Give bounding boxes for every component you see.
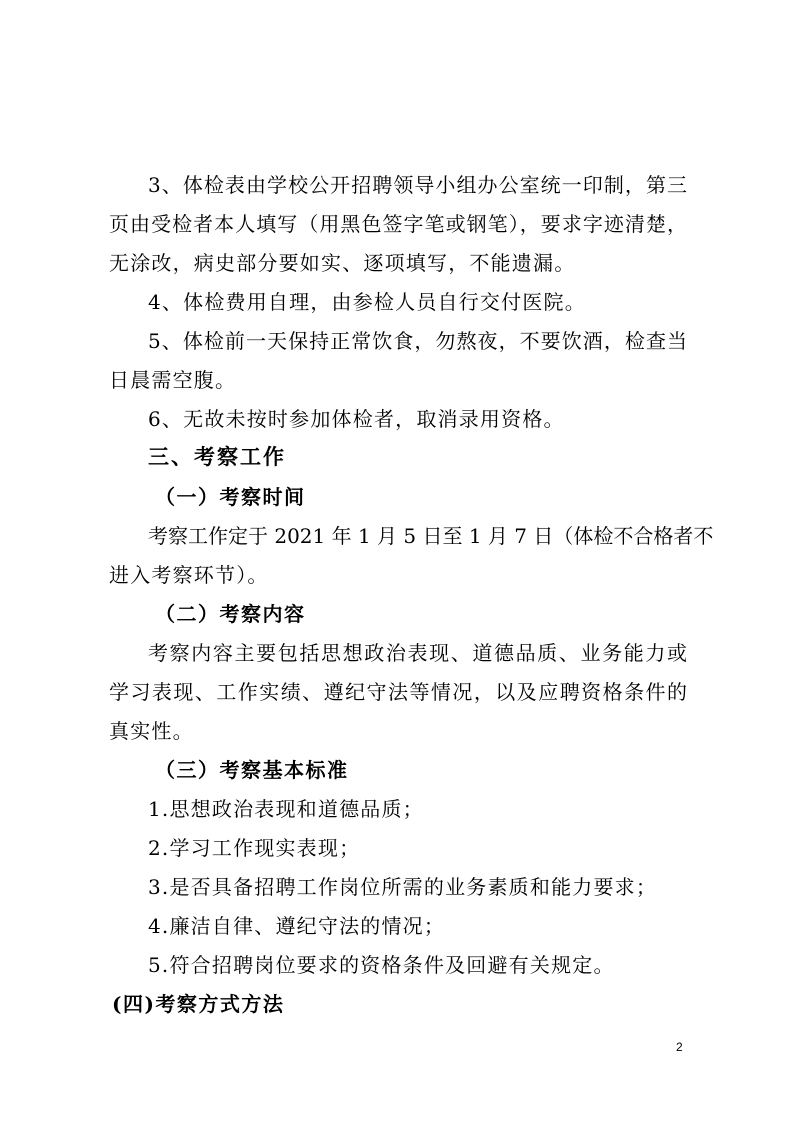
paragraph-6: 6、无故未按时参加体检者，取消录用资格。 [148,407,565,431]
subsection-2-line-2: 学习表现、工作实绩、遵纪守法等情况，以及应聘资格条件的 [109,680,687,704]
paragraph-3-line-2: 页由受检者本人填写（用黑色签字笔或钢笔），要求字迹清楚， [109,212,687,236]
paragraph-3-line-1: 3、体检表由学校公开招聘领导小组办公室统一印制，第三 [148,173,687,197]
paragraph-4: 4、体检费用自理，由参检人员自行交付医院。 [148,290,586,314]
subsection-1-line-1: 考察工作定于 2021 年 1 月 5 日至 1 月 7 日（体检不合格者不 [148,524,714,548]
criteria-item-5: 5.符合招聘岗位要求的资格条件及回避有关规定。 [148,953,615,977]
subsection-1-heading: （一）考察时间 [155,485,306,509]
paragraph-5-line-2: 日晨需空腹。 [109,368,237,392]
subsection-2-line-1: 考察内容主要包括思想政治表现、道德品质、业务能力或 [148,641,687,665]
page-number: 2 [676,1040,683,1054]
criteria-item-4: 4.廉洁自律、遵纪守法的情况； [148,914,446,938]
criteria-item-1: 1.思想政治表现和道德品质； [148,797,424,821]
paragraph-5-line-1: 5、体检前一天保持正常饮食，勿熬夜，不要饮酒，检查当 [148,329,687,353]
subsection-2-heading: （二）考察内容 [155,602,306,626]
paragraph-3-line-3: 无涂改，病史部分要如实、逐项填写，不能遗漏。 [109,251,576,275]
subsection-4-heading: (四)考察方式方法 [112,992,285,1016]
subsection-1-line-2: 进入考察环节）。 [109,563,269,587]
section-3-heading: 三、考察工作 [148,444,286,469]
criteria-item-2: 2.学习工作现实表现； [148,836,361,860]
criteria-item-3: 3.是否具备招聘工作岗位所需的业务素质和能力要求； [148,875,658,899]
subsection-2-line-3: 真实性。 [109,719,194,743]
subsection-3-heading: （三）考察基本标准 [155,758,349,782]
